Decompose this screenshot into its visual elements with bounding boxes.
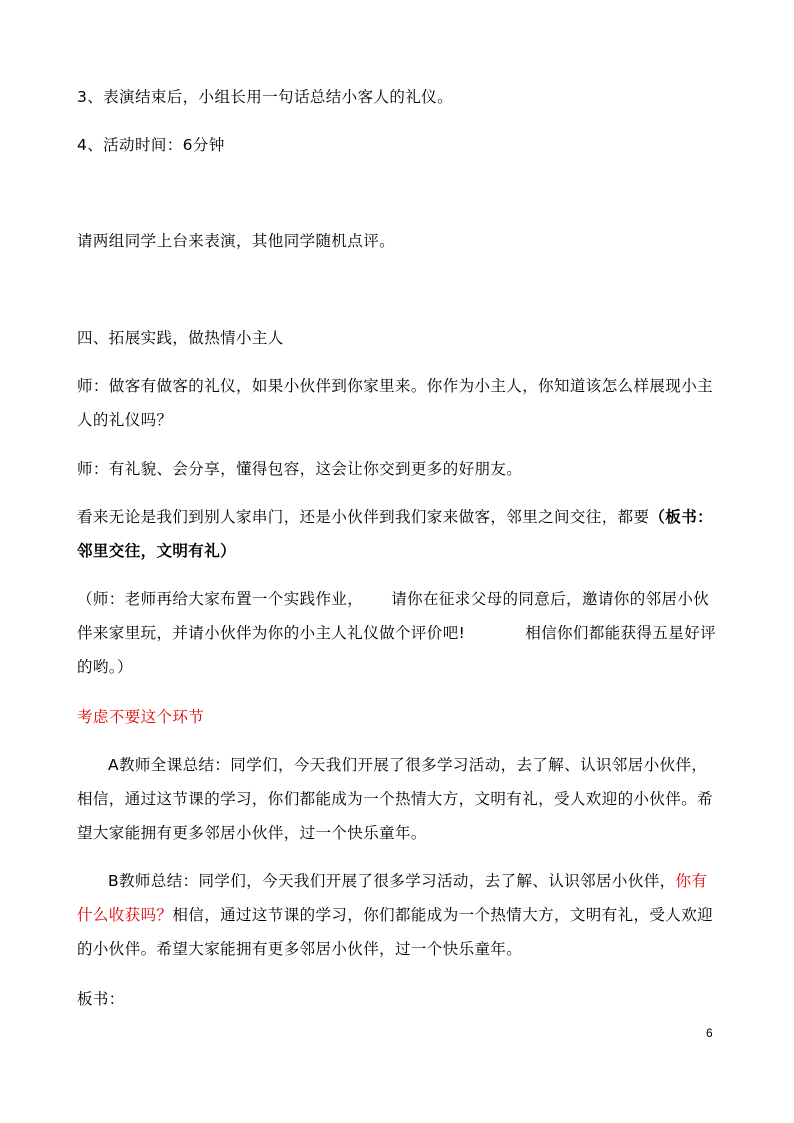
homework-part-2: 请你在征求父母的同意后，邀请你的邻居小伙伴来家里玩，并请小伙伴为你的小主人礼仪做个评价吧! xyxy=(77,590,710,642)
summary-a-paragraph: A教师全课总结：同学们，今天我们开展了很多学习活动，去了解、认识邻居小伙伴，相信，通过这节课的学习，你们都能成为一个热情大方，文明有礼，受人欢迎的小伙伴。希望大家能拥有更多邻居小伙伴，过一个快乐童年。 xyxy=(77,756,714,842)
homework-paragraph xyxy=(77,582,719,684)
step-3-text: 3、表演结束后，小组长用一句话总结小客人的礼仪。 xyxy=(77,88,453,106)
summary-b-part-1: B教师总结：同学们，今天我们开展了很多学习活动，去了解、认识邻居小伙伴， xyxy=(108,872,676,890)
summary-b-paragraph xyxy=(77,864,719,966)
section-4-heading: 四、拓展实践，做热情小主人 xyxy=(77,329,284,347)
teacher-answer-text: 师：有礼貌、会分享，懂得包容，这会让你交到更多的好朋友。 xyxy=(77,460,523,478)
summary-prefix: 看来无论是我们到别人家串门，还是小伙伴到我们家来做客，邻里之间交往，都要 xyxy=(77,508,650,526)
invite-text: 请两组同学上台来表演，其他同学随机点评。 xyxy=(77,232,396,250)
summary-b-part-2: 相信，通过这节课的学习，你们都能成为一个热情大方，文明有礼，受人欢迎的小伙伴。希望大家能拥有更多邻居小伙伴，过一个快乐童年。 xyxy=(77,906,714,958)
homework-part-3: 相信你们都能获得五星好评的哟。） xyxy=(77,624,717,676)
summary-b-question: 你有什么收获吗？ xyxy=(77,872,708,924)
consider-remove-note: 考虑不要这个环节 xyxy=(77,708,205,726)
board-label: 板书： xyxy=(77,990,125,1008)
step-4-text: 4、活动时间：6分钟 xyxy=(77,136,225,154)
teacher-question-paragraph: 师：做客有做客的礼仪，如果小伙伴到你家里来。你作为小主人，你知道该怎么样展现小主人的礼仪吗？ xyxy=(77,377,714,429)
summary-paragraph xyxy=(77,500,719,568)
board-note: （板书：邻里交往，文明有礼） xyxy=(77,508,714,560)
page-number: 6 xyxy=(706,1026,713,1040)
homework-part-1: （师：老师再给大家布置一个实践作业， xyxy=(77,590,364,608)
